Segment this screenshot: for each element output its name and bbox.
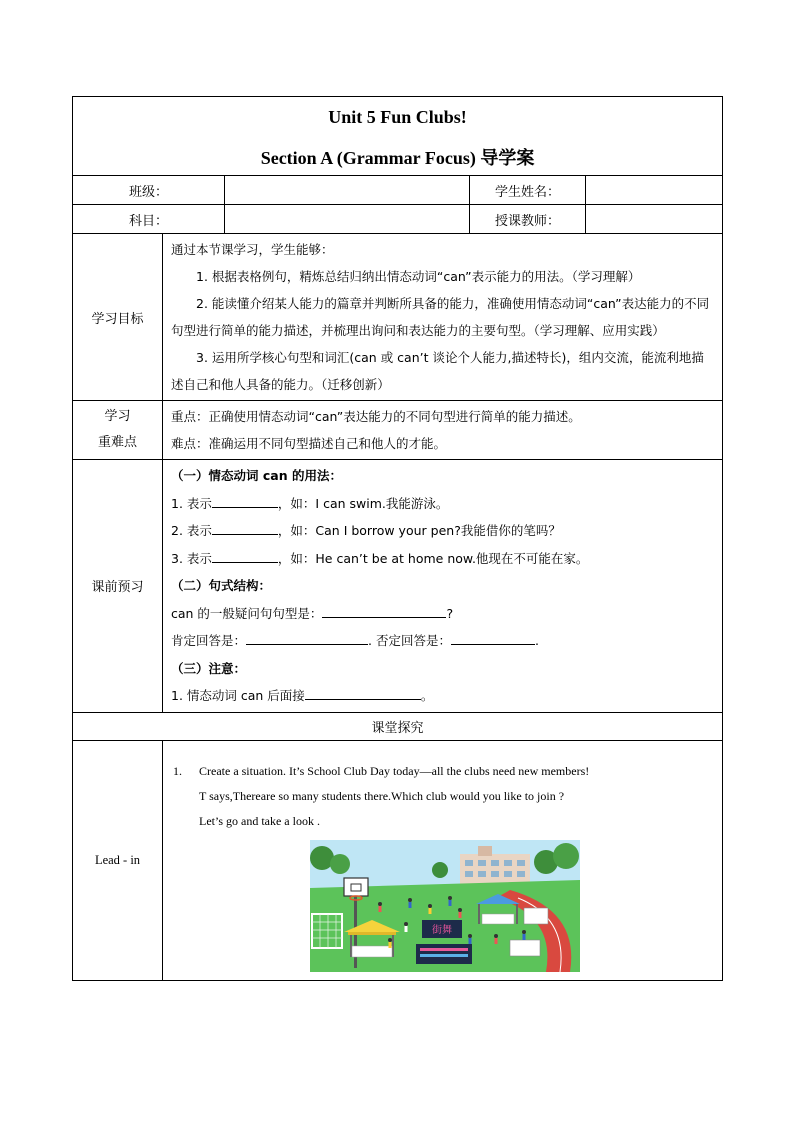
preview-section-3: （三）注意： — [171, 660, 247, 676]
usage-2 — [171, 517, 716, 545]
answer-patterns — [171, 627, 716, 655]
objective-item: 2. 能读懂介绍某人能力的篇章并判断所具备的能力，准确使用情态动词“can”表达能力的不同句型进行简单的能力描述，并梳理出询问和表达能力的主要句型。（学习理解、应用实践） — [171, 296, 710, 338]
usage-3-example: ，如：He can’t be at home now.他现在不可能在家。 — [277, 550, 589, 566]
usage-3 — [171, 545, 716, 573]
objective-item: 3. 运用所学核心句型和词汇(can 或 can’t 谈论个人能力,描述特长)，组内交流，能流利地描述自己和他人具备的能力。（迁移创新） — [171, 350, 704, 392]
preview-label: 课前预习 — [73, 460, 163, 713]
class-field[interactable] — [225, 176, 470, 205]
negative-answer-prefix: . 否定回答是： — [368, 633, 451, 648]
subject-label: 科目： — [73, 205, 225, 234]
usage-1-prefix: 1. 表示 — [171, 495, 212, 511]
class-label: 班级： — [73, 176, 225, 205]
explore-heading: 课堂探究 — [73, 712, 723, 740]
usage-3-prefix: 3. 表示 — [171, 550, 212, 566]
keypoints-label-line1: 学习 — [104, 409, 131, 424]
objectives-label: 学习目标 — [73, 234, 163, 401]
keypoints-label-line2: 重难点 — [97, 435, 137, 450]
title-cell — [73, 97, 723, 176]
note-1 — [171, 682, 716, 710]
question-pattern — [171, 600, 716, 628]
negative-answer-period: . — [534, 633, 539, 648]
note-1-period: 。 — [420, 688, 434, 703]
objectives-content — [163, 234, 723, 401]
leadin-line-2: T says,Thereare so many students there.Which club would you like to join ? — [199, 788, 565, 803]
student-name-field[interactable] — [586, 176, 723, 205]
keypoints-content — [163, 401, 723, 460]
note-1-blank[interactable] — [305, 685, 421, 700]
objectives-intro: 通过本节课学习，学生能够： — [171, 242, 334, 257]
teacher-field[interactable] — [586, 205, 723, 234]
leadin-content — [163, 740, 723, 980]
usage-2-prefix: 2. 表示 — [171, 523, 212, 538]
preview-section-1: （一）情态动词 can 的用法： — [171, 468, 342, 483]
usage-1 — [171, 490, 716, 518]
club-day-illustration — [310, 840, 580, 972]
student-name-label: 学生姓名： — [470, 176, 586, 205]
positive-answer-blank[interactable] — [246, 630, 368, 645]
usage-2-blank[interactable] — [212, 520, 278, 535]
objective-item: 1. 根据表格例句，精炼总结归纳出情态动词“can”表示能力的用法。（学习理解） — [196, 269, 641, 284]
difficulty-text: 难点：准确运用不同句型描述自己和他人的才能。 — [171, 436, 447, 451]
usage-2-example: ，如：Can I borrow your pen?我能借你的笔吗？ — [277, 523, 561, 538]
negative-answer-blank[interactable] — [451, 630, 535, 645]
club-sign-text: 街舞 — [432, 924, 452, 936]
usage-3-blank[interactable] — [212, 548, 278, 563]
preview-section-2: （二）句式结构： — [171, 578, 272, 593]
section-title: Section A (Grammar Focus) 导学案 — [260, 147, 535, 168]
preview-content — [163, 460, 723, 713]
question-pattern-blank[interactable] — [322, 603, 446, 618]
leadin-line-1 — [173, 759, 722, 784]
keypoints-label — [73, 401, 163, 460]
positive-answer-prefix: 肯定回答是： — [171, 633, 247, 648]
usage-1-blank[interactable] — [212, 493, 278, 508]
unit-title: Unit 5 Fun Clubs! — [328, 106, 467, 127]
question-mark: ? — [446, 605, 454, 621]
subject-field[interactable] — [225, 205, 470, 234]
worksheet — [72, 96, 722, 981]
leadin-line-1-text: Create a situation. It’s School Club Day today—all the clubs need new members! — [199, 763, 590, 778]
worksheet-table — [72, 96, 723, 981]
usage-1-example: ，如：I can swim.我能游泳。 — [277, 495, 449, 511]
focus-text: 重点：正确使用情态动词“can”表达能力的不同句型进行简单的能力描述。 — [171, 409, 581, 424]
leadin-label: Lead - in — [73, 740, 163, 980]
leadin-line-3: Let’s go and take a look . — [199, 813, 320, 828]
teacher-label: 授课教师： — [470, 205, 586, 234]
note-1-prefix: 1. 情态动词 can 后面接 — [171, 688, 305, 703]
question-pattern-prefix: can 的一般疑问句句型是： — [171, 605, 323, 621]
leadin-number: 1. — [173, 763, 182, 778]
